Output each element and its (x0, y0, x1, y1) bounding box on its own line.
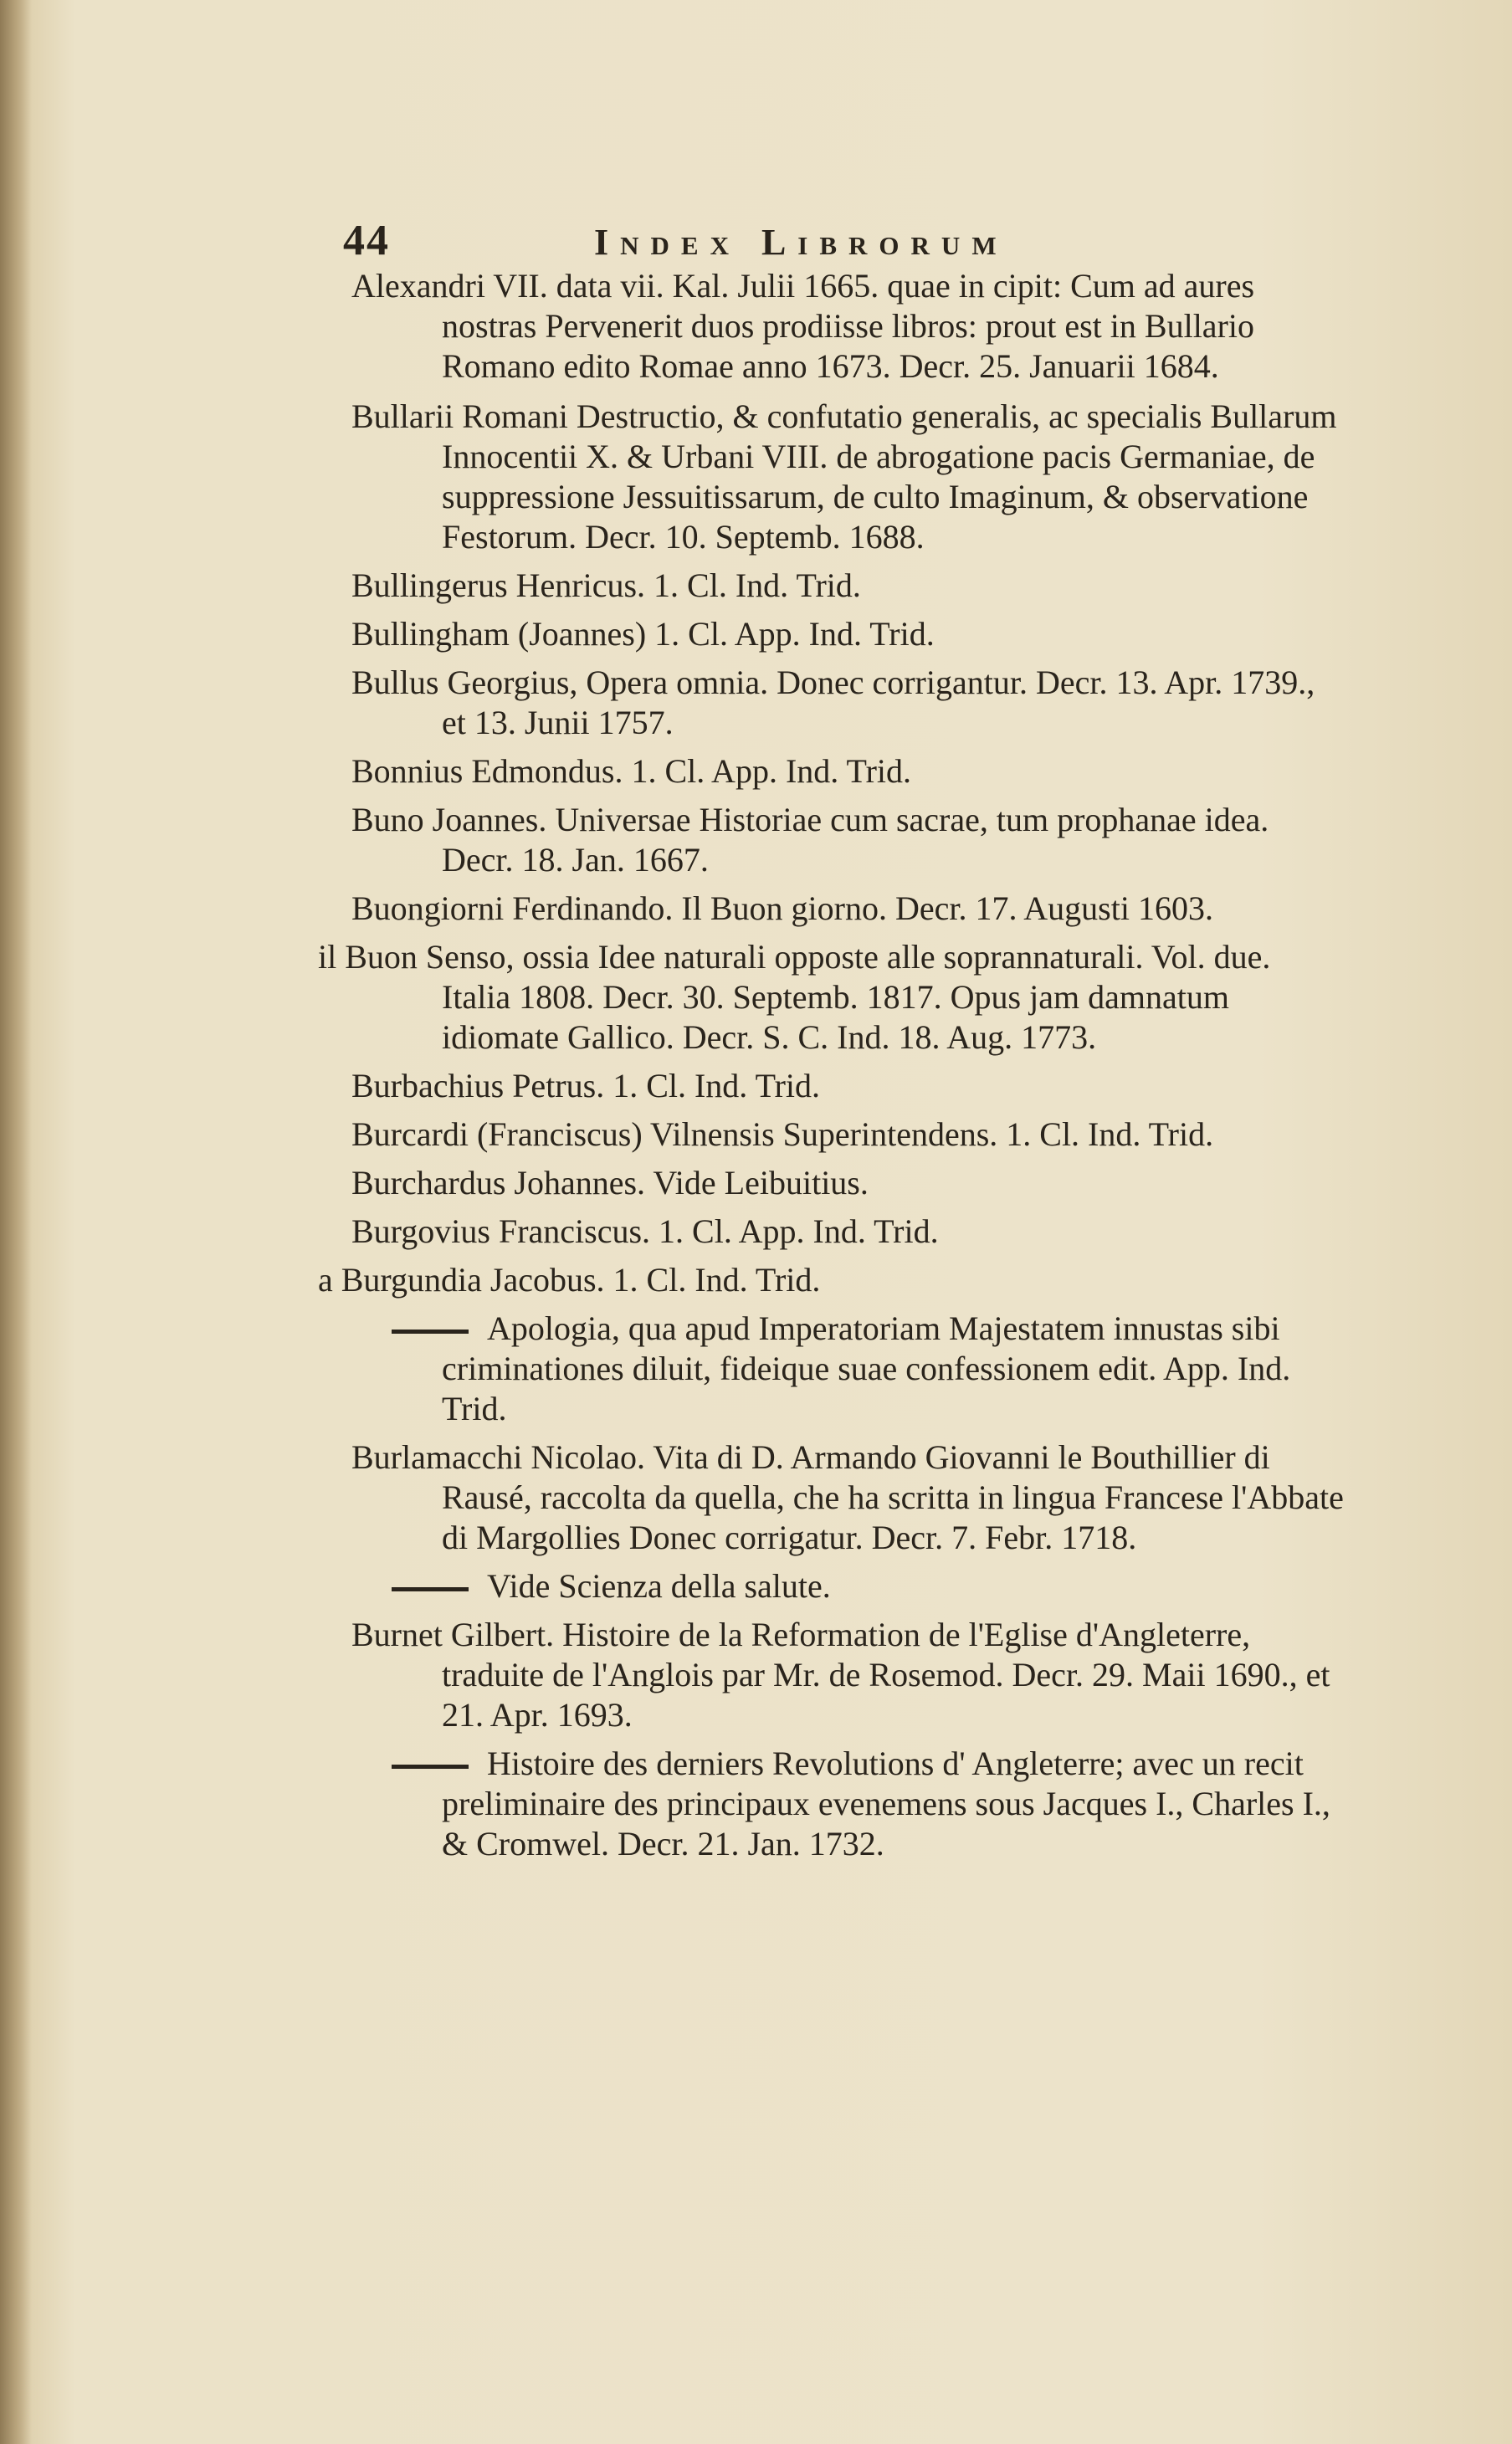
running-head: Index Librorum (594, 222, 1008, 263)
index-subentry-text: Histoire des derniers Revolutions d' Angleterre; avec un recit preliminaire des principaux evenemens sous Jacques I., Charles I., & Cromwel. Decr. 21. Jan. 1732. (442, 1745, 1330, 1862)
index-entry: Bullarii Romani Destructio, & confutatio generalis, ac specialis Bullarum Innocentii X. & Urbani VIII. de abrogatione pacis Germaniae, de suppressione Jessuitissarum, de culto Imaginum, & observatione Festorum. Decr. 10. Septemb. 1688. (351, 397, 1337, 556)
index-entry: a Burgundia Jacobus. 1. Cl. Ind. Trid. (318, 1261, 821, 1299)
index-entry: Burgovius Franciscus. 1. Cl. App. Ind. Trid. (351, 1212, 939, 1250)
index-subentry-text: Apologia, qua apud Imperatoriam Majestatem innustas sibi criminationes diluit, fideique suae confessionem edit. App. Ind. Trid. (442, 1309, 1291, 1427)
page-binding-shadow (0, 0, 32, 2444)
index-entries (318, 266, 1347, 1873)
index-entry: Burlamacchi Nicolao. Vita di D. Armando Giovanni le Bouthillier di Rausé, raccolta da quella, che ha scritta in lingua Francese l'Abbate di Margollies Donec corrigatur. Decr. 7. Febr. 1718. (351, 1438, 1344, 1556)
index-entry: Buno Joannes. Universae Historiae cum sacrae, tum prophanae idea. Decr. 18. Jan. 1667. (351, 801, 1269, 879)
page-number: 44 (343, 217, 390, 264)
index-subentry (351, 1744, 1347, 1864)
index-entry: Bonnius Edmondus. 1. Cl. App. Ind. Trid. (351, 752, 912, 790)
index-entry: Burchardus Johannes. Vide Leibuitius. (351, 1164, 869, 1202)
index-subentry (351, 1309, 1347, 1429)
repeat-dash (392, 1330, 469, 1334)
index-entry: Burnet Gilbert. Histoire de la Reformation de l'Eglise d'Angleterre, traduite de l'Anglois par Mr. de Rosemod. Decr. 29. Maii 1690., et 21. Apr. 1693. (351, 1616, 1330, 1734)
index-entry: Bullingham (Joannes) 1. Cl. App. Ind. Trid. (351, 615, 935, 653)
index-entry: il Buon Senso, ossia Idee naturali opposte alle soprannaturali. Vol. due. Italia 1808. Decr. 30. Septemb. 1817. Opus jam damnatum idiomate Gallico. Decr. S. C. Ind. 18. Aug. 1773. (318, 938, 1271, 1056)
index-entry: Bullus Georgius, Opera omnia. Donec corrigantur. Decr. 13. Apr. 1739., et 13. Junii 1757. (351, 664, 1315, 741)
repeat-dash (392, 1587, 469, 1591)
index-entry: Alexandri VII. data vii. Kal. Julii 1665. quae in cipit: Cum ad aures nostras Pervenerit duos prodiisse libros: prout est in Bullario Romano edito Romae anno 1673. Decr. 25. Januarii 1684. (351, 267, 1255, 385)
repeat-dash (392, 1765, 469, 1769)
index-entry: Burbachius Petrus. 1. Cl. Ind. Trid. (351, 1067, 821, 1104)
index-subentry (351, 1566, 1347, 1606)
page-header (343, 216, 1113, 266)
index-entry: Buongiorni Ferdinando. Il Buon giorno. Decr. 17. Augusti 1603. (351, 889, 1213, 927)
index-entry: Burcardi (Franciscus) Vilnensis Superintendens. 1. Cl. Ind. Trid. (351, 1115, 1214, 1153)
index-subentry-text: Vide Scienza della salute. (487, 1567, 831, 1605)
index-entry: Bullingerus Henricus. 1. Cl. Ind. Trid. (351, 566, 861, 604)
